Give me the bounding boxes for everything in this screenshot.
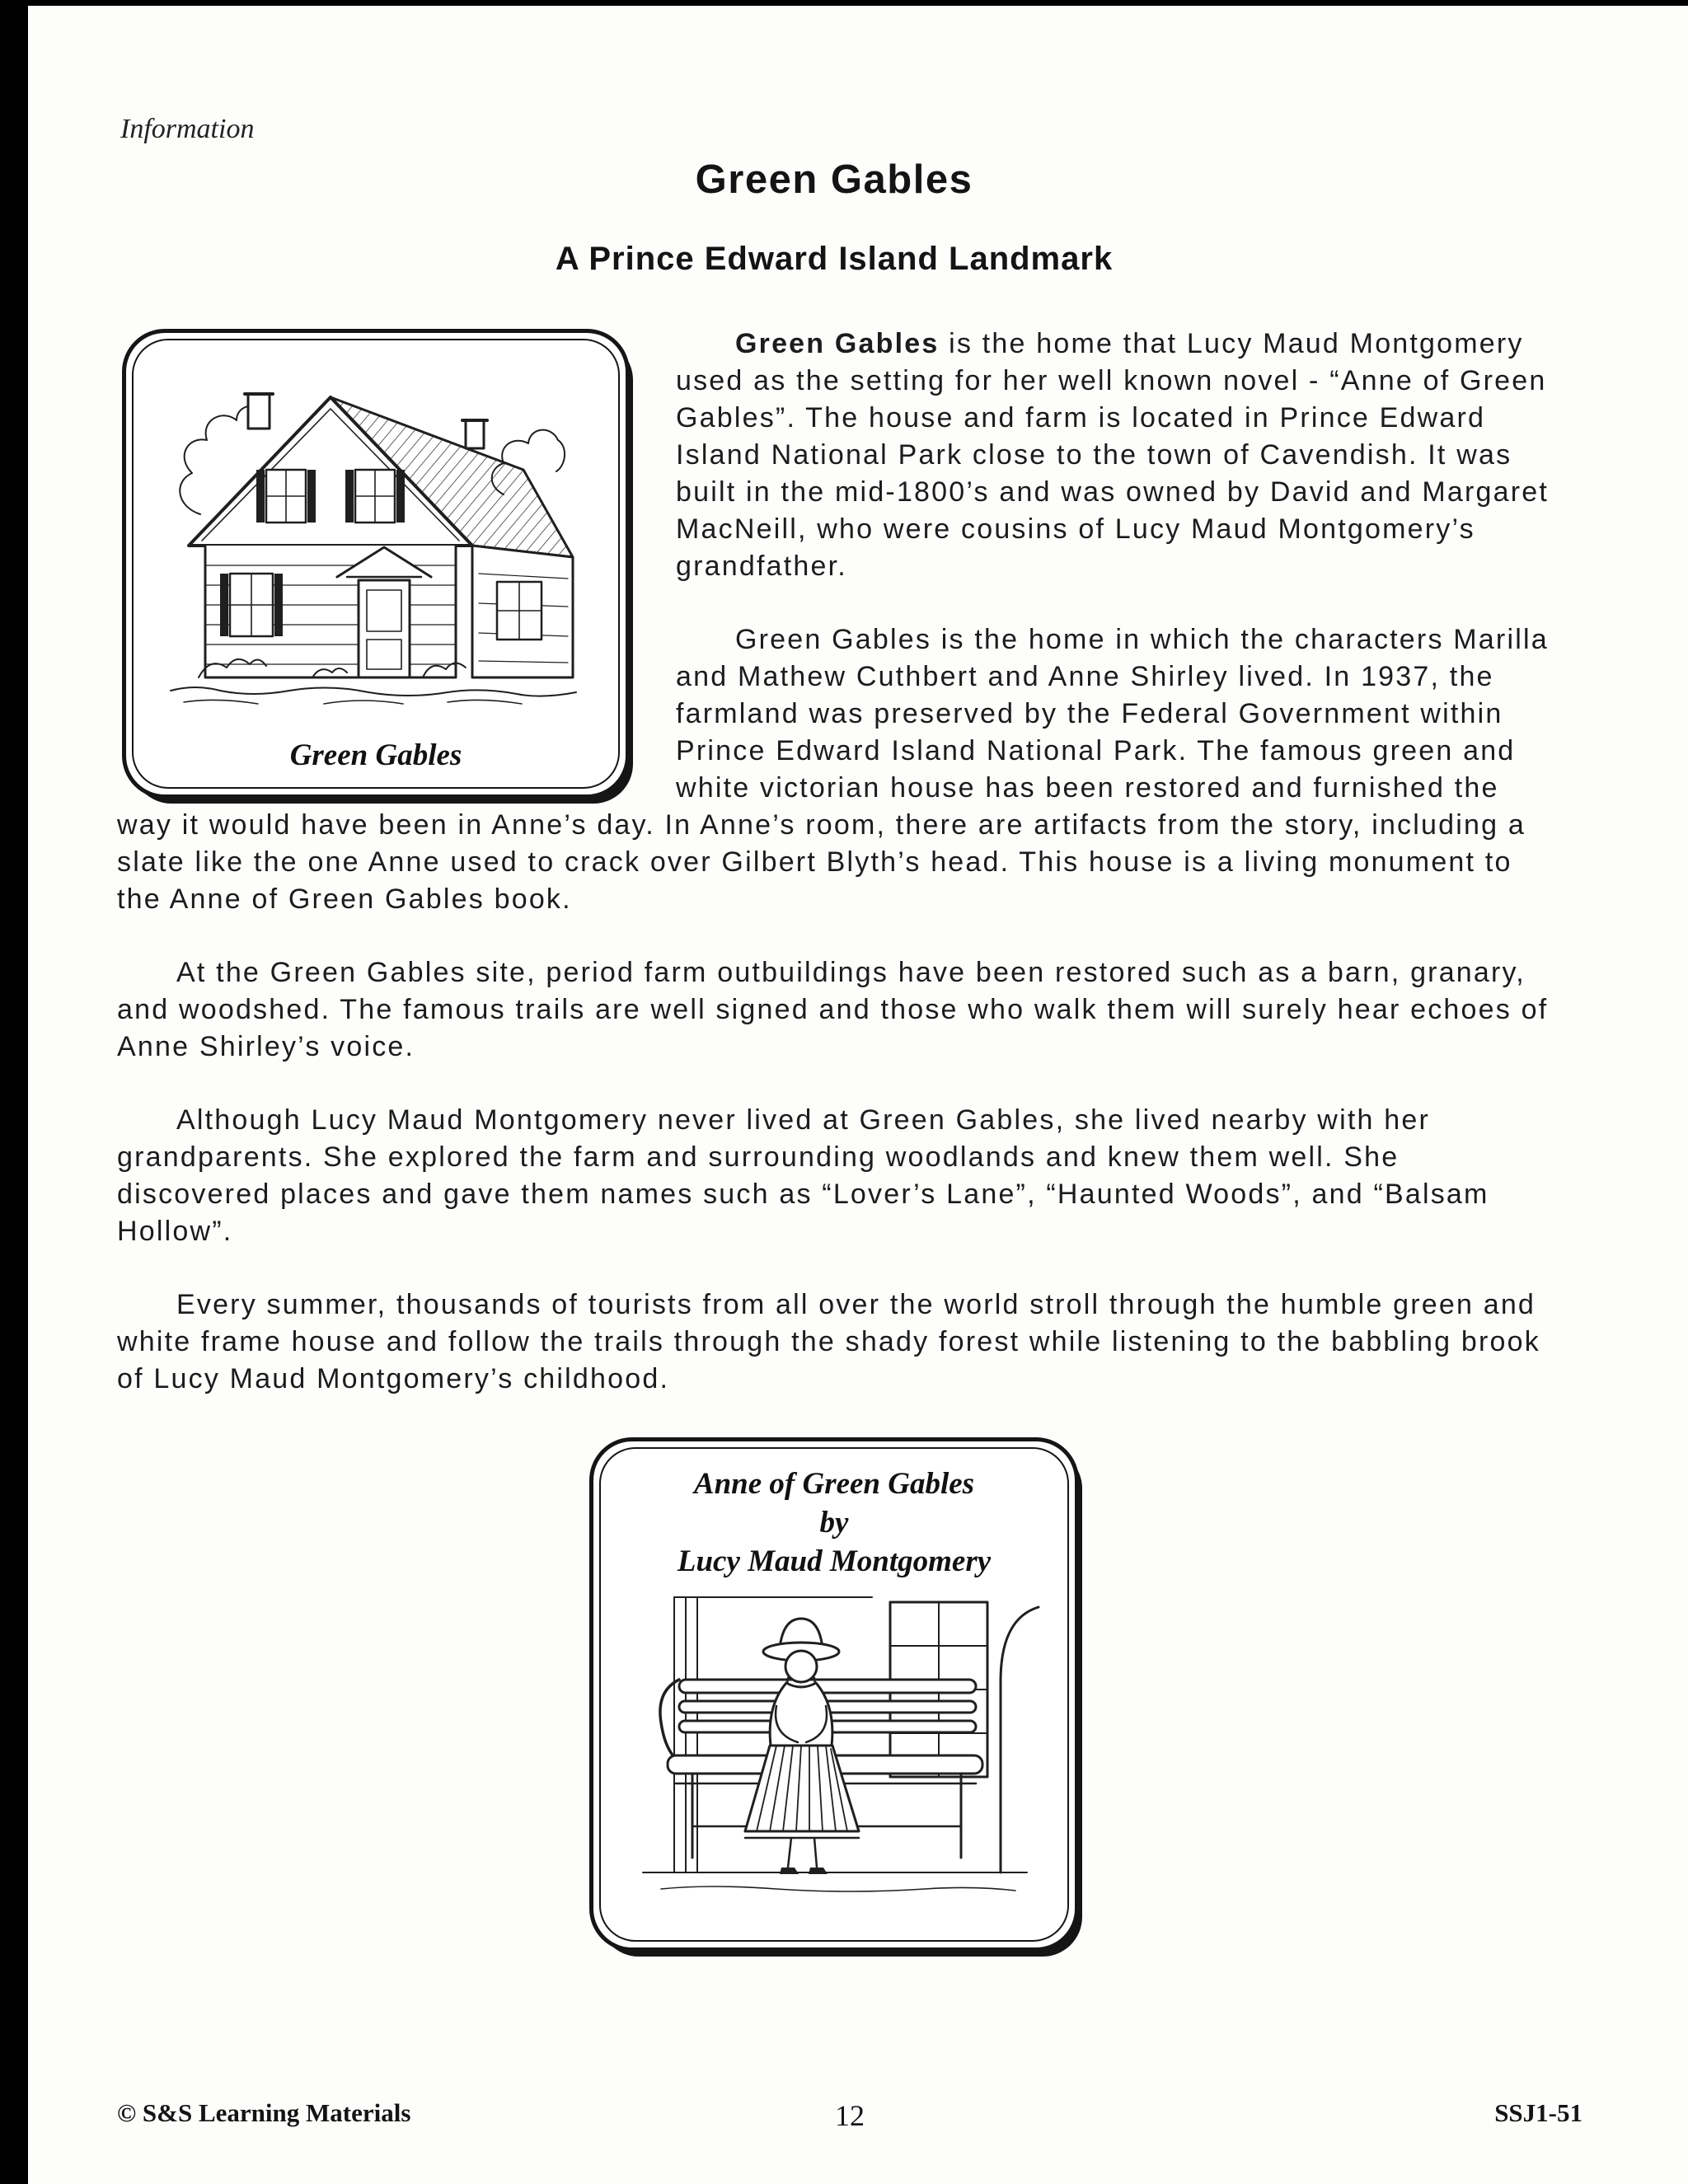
- paragraph-4: Although Lucy Maud Montgomery never lived at Green Gables, she lived nearby with her grandparents. She explored the farm and surrounding woodlands and knew them well. She discovered places and gave them names such as “Lover’s Lane”, “Haunted Woods”, and “Balsam Hollow”.: [117, 1104, 1489, 1247]
- paragraph-1-text: is the home that Lucy Maud Montgomery used as the setting for her well known novel - “Anne of Green Gables”. The house and farm is located in Prince Edward Island National Park close to the town of Cavendish. It was built in the mid-1800’s and was owned by David and Margaret MacNeill, who were cousins of Lucy Maud Montgomery’s grandfather.: [676, 328, 1550, 582]
- paragraph-1-lead: Green Gables: [735, 328, 940, 359]
- paragraph-5: Every summer, thousands of tourists from all over the world stroll through the humble green and white frame house and follow the trails through the shady forest while listening to the babbling brook of Lucy Maud Montgomery’s childhood.: [117, 1289, 1540, 1394]
- page-subtitle: A Prince Edward Island Landmark: [555, 241, 1114, 277]
- book-byline: by: [819, 1506, 849, 1540]
- footer-code: SSJ1-51: [1494, 2098, 1582, 2127]
- scan-edge-left: [0, 0, 28, 2184]
- footer-page-number: 12: [835, 2099, 865, 2132]
- page-title: Green Gables: [695, 157, 973, 202]
- article-body: [117, 326, 1551, 1398]
- page-footer: [117, 2098, 1582, 2132]
- paragraph-2: Green Gables is the home in which the characters Marilla and Mathew Cuthbert and Anne Shirley lived. In 1937, the farmland was preserved by the Federal Government within Prince Edward Island National Park. The famous green and white victorian house has been restored and furnished the way it would have been in Anne’s day. In Anne’s room, there are artifacts from the story, including a slate like the one Anne used to crack over Gilbert Blyth’s head. This house is a living monument to the Anne of Green Gables book.: [117, 624, 1549, 915]
- anne-illustration: [628, 1582, 1040, 1915]
- house-figure-caption: Green Gables: [289, 738, 462, 772]
- book-author: Lucy Maud Montgomery: [677, 1544, 992, 1578]
- footer-copyright: © S&S Learning Materials: [117, 2098, 411, 2127]
- house-illustration: [151, 349, 596, 709]
- paragraph-3: At the Green Gables site, period farm outbuildings have been restored such as a barn, granary, and woodshed. The famous trails are well signed and those who walk them will surely hear echoes of Anne Shirley’s voice.: [117, 957, 1549, 1062]
- book-title: Anne of Green Gables: [693, 1467, 975, 1501]
- section-label: Information: [120, 114, 255, 144]
- book-figure-heading: [593, 1465, 1075, 1581]
- house-figure: [122, 329, 630, 799]
- page-content: [117, 114, 1551, 1952]
- scan-edge-top: [0, 0, 1688, 6]
- book-figure: [589, 1437, 1079, 1952]
